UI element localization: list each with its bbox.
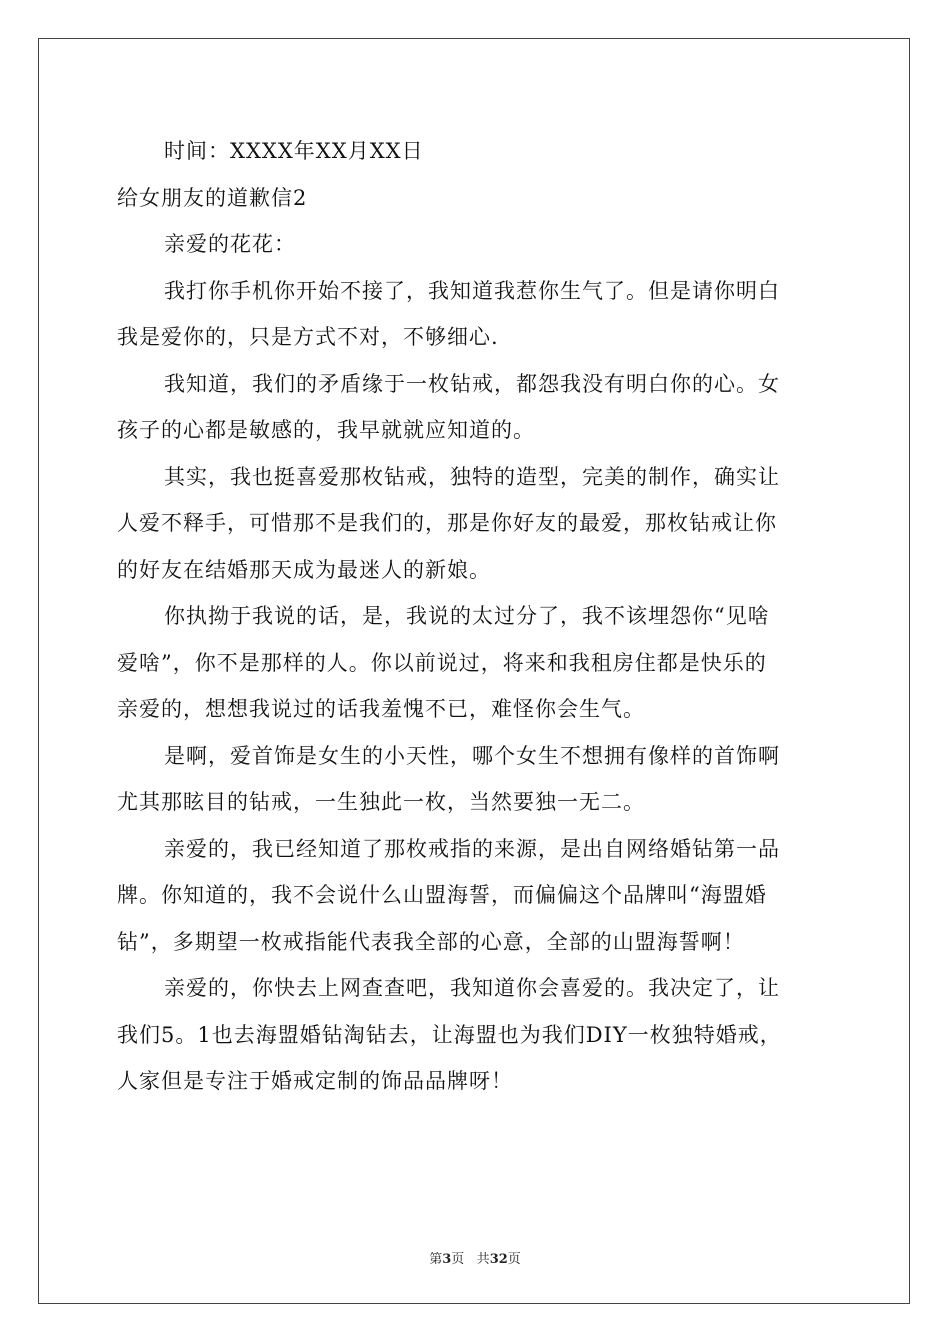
paragraph	[117, 593, 837, 733]
paragraph-line: 孩子的心都是敏感的，我早就就应知道的。	[117, 418, 535, 442]
paragraph-line: 其实，我也挺喜爱那枚钻戒，独特的造型，完美的制作，确实让	[164, 464, 780, 489]
paragraph-line: 人爱不释手，可惜那不是我们的，那是你好友的最爱，那枚钻戒让你	[117, 511, 777, 535]
paragraph-line: 我知道，我们的矛盾缘于一枚钻戒，都怨我没有明白你的心。女	[164, 371, 780, 396]
paragraph	[117, 268, 837, 361]
letter-title: 给女朋友的道歉信2	[117, 185, 308, 210]
document-body	[117, 128, 837, 1105]
paragraph-line: 亲爱的，你快去上网查查吧，我知道你会喜爱的。我决定了，让	[164, 976, 780, 1000]
total-page-count: 32	[489, 1252, 508, 1267]
paragraph-line: 我打你手机你开始不接了，我知道我惹你生气了。但是请你明白	[164, 278, 780, 303]
page-prefix: 第	[429, 1252, 443, 1267]
paragraph-line: 亲爱的，想想我说过的话我羞愧不已，难怪你会生气。	[117, 697, 645, 721]
salutation: 亲爱的花花：	[164, 232, 296, 256]
paragraph	[117, 965, 837, 1105]
page-footer	[0, 1248, 950, 1267]
paragraph-line: 是啊，爱首饰是女生的小天性，哪个女生不想拥有像样的首饰啊	[164, 743, 780, 768]
paragraph-line: 亲爱的，我已经知道了那枚戒指的来源，是出自网络婚钻第一品	[164, 836, 780, 861]
paragraph	[117, 733, 837, 826]
page-suffix: 页	[451, 1252, 465, 1267]
total-suffix: 页	[507, 1252, 521, 1267]
paragraph	[117, 826, 837, 966]
paragraph	[117, 454, 837, 594]
current-page-number: 3	[442, 1252, 452, 1267]
paragraph-line: 我们5。1也去海盟婚钻淘钻去，让海盟也为我们DIY一枚独特婚戒，	[117, 1022, 782, 1047]
total-prefix: 共	[476, 1252, 490, 1267]
paragraph-line: 的好友在结婚那天成为最迷人的新娘。	[117, 557, 491, 582]
paragraph-line: 爱啥”，你不是那样的人。你以前说过，将来和我租房住都是快乐的	[117, 650, 767, 675]
paragraph-line: 人家但是专注于婚戒定制的饰品品牌呀！	[117, 1069, 513, 1093]
paragraph-line: 牌。你知道的，我不会说什么山盟海誓，而偏偏这个品牌叫“海盟婚	[117, 883, 767, 907]
paragraph	[117, 361, 837, 454]
paragraph-line: 我是爱你的，只是方式不对，不够细心.	[117, 325, 499, 349]
date-line: 时间：XXXX年XX月XX日	[164, 139, 424, 163]
paragraph-line: 钻”，多期望一枚戒指能代表我全部的心意，全部的山盟海誓啊！	[117, 929, 745, 954]
paragraph-line: 尤其那眩目的钻戒，一生独此一枚，当然要独一无二。	[117, 790, 645, 814]
paragraph-line: 你执拗于我说的话，是，我说的太过分了，我不该埋怨你“见啥	[164, 604, 770, 628]
